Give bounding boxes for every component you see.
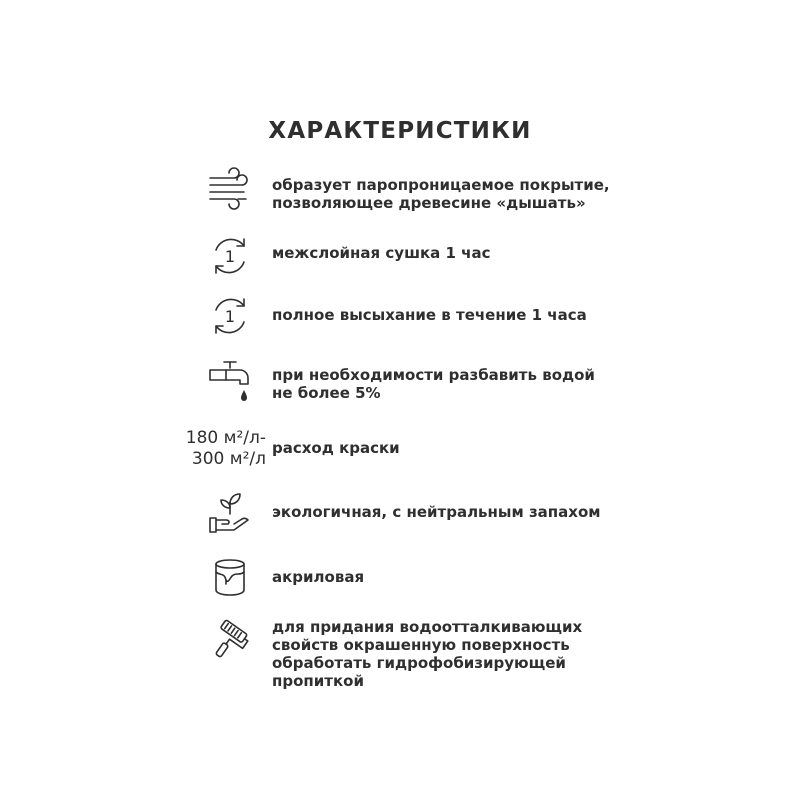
feature-text [272,176,632,212]
feature-line: межслойная сушка 1 час [272,244,491,262]
wind-icon [204,164,256,216]
feature-text [272,306,632,324]
svg-text:1: 1 [224,247,236,266]
consumption-line: 180 м²/л- [185,428,266,448]
feature-line: образует паропроницаемое покрытие, [272,176,610,194]
feature-line: не более 5% [272,384,381,402]
feature-line: акриловая [272,568,365,586]
feature-text [272,503,632,521]
paint-roller-icon [204,616,256,668]
sprout-hand-icon [204,486,256,538]
feature-text [272,618,632,690]
page-title: ХАРАКТЕРИСТИКИ [268,118,532,144]
consumption-value [160,428,266,470]
feature-line: обработать гидрофобизирующей [272,654,566,672]
cycle-1-icon [204,290,256,342]
feature-line: свойств окрашенную поверхность [272,636,570,654]
feature-text [272,244,632,262]
feature-line: экологичная, с нейтральным запахом [272,503,601,521]
feature-line: позволяющее древесине «дышать» [272,194,586,212]
feature-line: при необходимости разбавить водой [272,366,595,384]
feature-text [272,439,632,457]
feature-text [272,568,632,586]
faucet-icon [204,354,256,406]
consumption-line: 300 м²/л [191,449,266,469]
feature-line: для придания водоотталкивающих [272,618,583,636]
feature-line: полное высыхание в течение 1 часа [272,306,587,324]
feature-text [272,366,632,402]
cycle-1-icon [204,230,256,282]
feature-line: расход краски [272,439,400,457]
feature-line: пропиткой [272,672,364,690]
paint-can-icon [204,550,256,602]
svg-text:1: 1 [224,307,236,326]
